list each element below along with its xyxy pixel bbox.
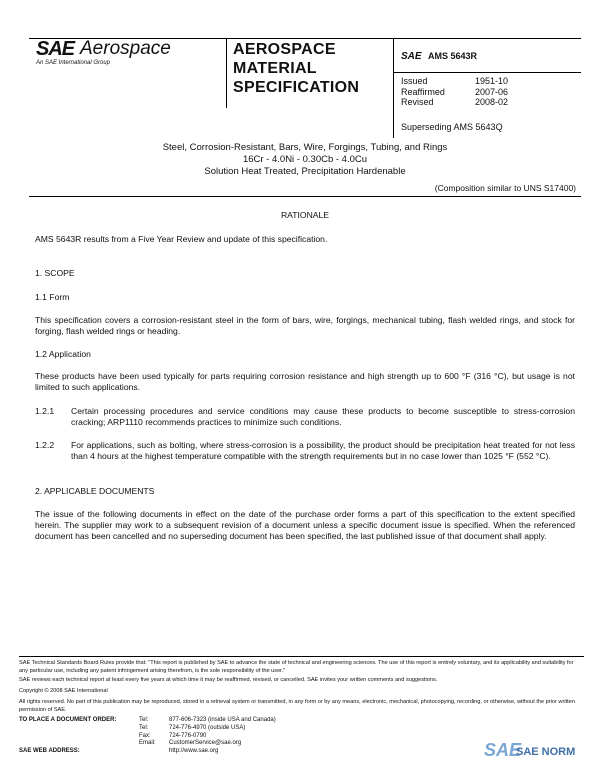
header-bottom-rule [29,196,581,197]
subject-line-3: Solution Heat Treated, Precipitation Hardenable [204,166,406,177]
footer-rules-text: SAE Technical Standards Board Rules provide that: "This report is published by SAE to advance the state of technical and engineering sciences. The use of this report is entirely voluntary, and its applicability and suitability for any particular use, including any patent infringement arising therefrom, is the sole responsibility of the user." [19,660,574,674]
sae-logo: SAE [36,38,75,60]
web-link[interactable]: http://www.sae.org [169,748,219,755]
contact-key: Tel: [139,724,149,731]
date-label: Reaffirmed [401,86,445,97]
contact-row [19,740,276,748]
section-number: 1.2.1 [35,406,55,416]
subject-line-1: Steel, Corrosion-Resistant, Bars, Wire, Forgings, Tubing, and Rings [162,142,448,153]
section-1-1-heading: 1.1 Form [35,292,70,302]
contact-key: Tel: [139,717,149,723]
section-2-heading: 2. APPLICABLE DOCUMENTS [35,486,155,496]
contact-value: 724-776-0790 [169,732,207,739]
aerospace-logo-text: Aerospace [80,38,171,59]
date-value: 2008-02 [475,97,509,107]
watermark-text: SAE NORM [516,746,576,758]
contact-key: Fax: [139,732,151,739]
subject-line-2: 16Cr - 4.0Ni - 0.30Cb - 4.0Cu [242,154,368,165]
section-1-2-1 [35,406,575,428]
contact-value: 724-776-4970 (outside USA) [169,724,246,731]
section-1-2-text: These products have been used typically for parts requiring corrosion resistance and high strength up to 600 °F (316 °C), but usage is not limited to such applications. [35,371,575,392]
section-text: For applications, such as bolting, where stress-corrosion is a possibility, the product should be precipitation heat treated for not less than 4 hours at the highest temperature compatible with the strength requirements but in no case lower than 1025 °F (552 °C). [71,440,575,461]
contact-key: Email: [139,740,156,747]
rationale-heading: RATIONALE [280,210,330,220]
date-value: 1951-10 [475,76,509,86]
watermark-logo: SAE [484,740,522,760]
date-row [401,76,508,87]
contact-value: 877-606-7323 (inside USA and Canada) [169,717,276,723]
superseding-note: Superseding AMS 5643Q [401,122,503,132]
date-table [401,76,508,108]
email-link[interactable]: CustomerService@sae.org [169,740,242,747]
logo-tagline: An SAE International Group [36,60,111,66]
date-label: Issued [401,76,428,86]
contact-row [19,725,276,733]
rationale-text: AMS 5643R results from a Five Year Review and update of this specification. [35,234,328,244]
contact-label: SAE WEB ADDRESS: [19,748,80,755]
contact-label: TO PLACE A DOCUMENT ORDER: [19,717,117,723]
section-number: 1.2.2 [35,440,55,450]
contact-row [19,717,276,725]
section-2-text: The issue of the following documents in effect on the date of the purchase order forms a part of this specification to the extent specified herein. The supplier may work to a subsequent revision of a document unless a specific document issue is specified. When the referenced document has been cancelled and no superseding document has been specified, the last published issue of that document shall apply. [35,509,575,541]
date-row [401,87,508,98]
section-text: Certain processing procedures and service conditions may cause these products to become susceptible to stress-corrosion cracking; ARP1110 recommends practices to minimize such conditions. [71,406,575,427]
footer-rule [19,656,584,657]
title-line: AEROSPACE [233,41,336,58]
header-divider-2 [393,38,394,138]
date-label: Revised [401,97,434,107]
header-divider-1 [226,38,227,108]
footer-review-text: SAE reviews each technical report at least every five years at which time it may be reaffirmed, revised, or cancelled. SAE invites your written comments and suggestions. [19,677,438,683]
date-value: 2007-06 [475,86,509,97]
contact-row [19,748,276,756]
section-1-2-heading: 1.2 Application [35,349,91,359]
sae-mini-logo: SAE [401,51,422,62]
section-1-1-text: This specification covers a corrosion-resistant steel in the form of bars, wire, forgings, mechanical tubing, flash welded rings, and stock for forging, flash welded rings or heading. [35,315,575,336]
ams-number: AMS 5643R [428,51,478,61]
contact-row [19,733,276,741]
document-title [233,40,359,97]
contact-block [19,717,276,756]
composition-note: (Composition similar to UNS S17400) [434,183,576,193]
section-1-2-2 [35,440,575,462]
date-row [401,97,508,108]
footer-copyright: Copyright © 2008 SAE International [19,688,108,694]
section-1-heading: 1. SCOPE [35,268,75,278]
footer-rights-text: All rights reserved. No part of this publication may be reproduced, stored in a retrieval system or transmitted, in any form or by any means, electronic, mechanical, photocopying, recording, or otherwise, without the prior written permission of SAE. [19,699,575,713]
title-line: SPECIFICATION [233,79,360,96]
header-mid-rule [393,72,581,73]
title-line: MATERIAL [233,60,317,77]
